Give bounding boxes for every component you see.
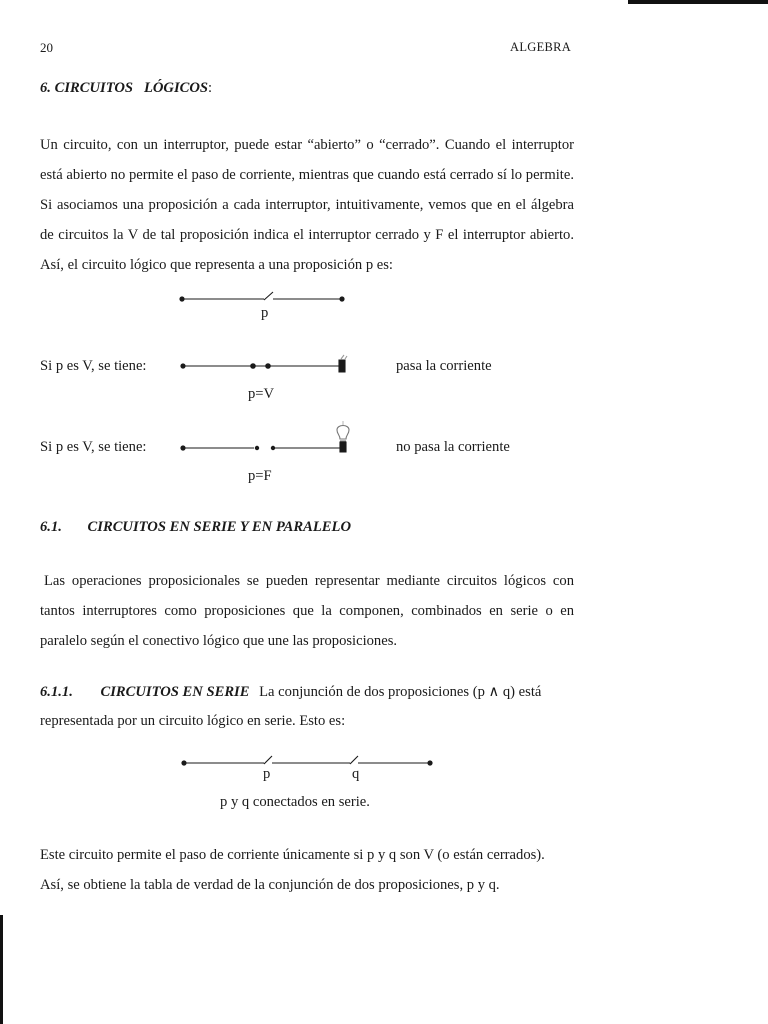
- circuit-open-switch: [178, 416, 353, 456]
- case-closed-result: pasa la corriente: [396, 358, 492, 374]
- circuit-p-label: p: [261, 305, 269, 321]
- switch-contact-b: [265, 363, 271, 369]
- section-6-1-title: CIRCUITOS EN SERIE Y EN PARALELO: [87, 519, 351, 535]
- switch-contact-b: [271, 446, 275, 450]
- section-6-paragraph: Un circuito, con un interruptor, puede estar “abierto” o “cerrado”. Cuando el interruptor está abierto no permite el paso de corriente, mientras que cuando está cerrado sí lo permite. Si asociamos una proposición a cada interruptor, intuitivamente, vemos que en el álgebra de circuitos la V de tal proposición indica el interruptor cerrado y F el interruptor abierto. Así, el circuito lógico que representa a una proposición p es:: [40, 137, 574, 273]
- switch-contact-a: [250, 363, 256, 369]
- section-6-1-number: 6.1.: [40, 519, 62, 535]
- section-6-1-heading: [40, 519, 351, 536]
- switch-p-blade: [264, 292, 273, 300]
- section-6-1-paragraph: Las operaciones proposicionales se pueden representar mediante circuitos lógicos con tantos interruptores como proposiciones que la componen, combinados en serie o en paralelo según el conectivo lógico que une las proposiciones.: [40, 573, 574, 649]
- series-switch-q-label: q: [352, 766, 360, 782]
- section-6-1-1-intro: [40, 683, 541, 701]
- closing-line-1: Este circuito permite el paso de corriente únicamente si p y q son V (o están cerrados).: [40, 847, 545, 863]
- case-open-result: no pasa la corriente: [396, 439, 510, 455]
- terminal-right: [339, 296, 344, 301]
- case-closed-text: Si p es V, se tiene:: [40, 358, 147, 374]
- lamp-lit-icon: [339, 360, 345, 372]
- case-open-text: Si p es V, se tiene:: [40, 439, 147, 455]
- section-6-1-1-intro-rest: La conjunción de dos proposiciones (p ∧ q) está: [259, 684, 542, 700]
- switch-q-blade: [350, 756, 358, 764]
- scan-edge-top: [628, 0, 768, 4]
- series-caption: p y q conectados en serie.: [220, 794, 370, 810]
- section-6-1-1-title: CIRCUITOS EN SERIE: [100, 684, 250, 700]
- section-6-number: 6.: [40, 80, 51, 96]
- circuit-closed-switch: [178, 352, 353, 376]
- running-title: ALGEBRA: [510, 40, 572, 54]
- page-number: 20: [40, 40, 53, 55]
- series-switch-p-label: p: [263, 766, 271, 782]
- switch-contact-a: [255, 446, 259, 450]
- section-6-1-1-intro-line2: representada por un circuito lógico en serie. Esto es:: [40, 713, 346, 729]
- lightbulb-icon: [337, 421, 349, 441]
- closing-line-2: Así, se obtiene la tabla de verdad de la conjunción de dos proposiciones, p y q.: [40, 877, 500, 893]
- section-6-1-1-number: 6.1.1.: [40, 684, 73, 700]
- switch-p-blade: [264, 756, 272, 764]
- section-6-title-suffix: :: [208, 80, 213, 96]
- case-open-switch-label: p=F: [248, 468, 272, 484]
- scan-edge-left: [0, 915, 3, 1024]
- circuit-series: [180, 752, 438, 772]
- section-6-title: CIRCUITOS LÓGICOS: [54, 80, 209, 96]
- section-6-heading: [40, 80, 212, 97]
- case-closed-switch-label: p=V: [248, 386, 275, 402]
